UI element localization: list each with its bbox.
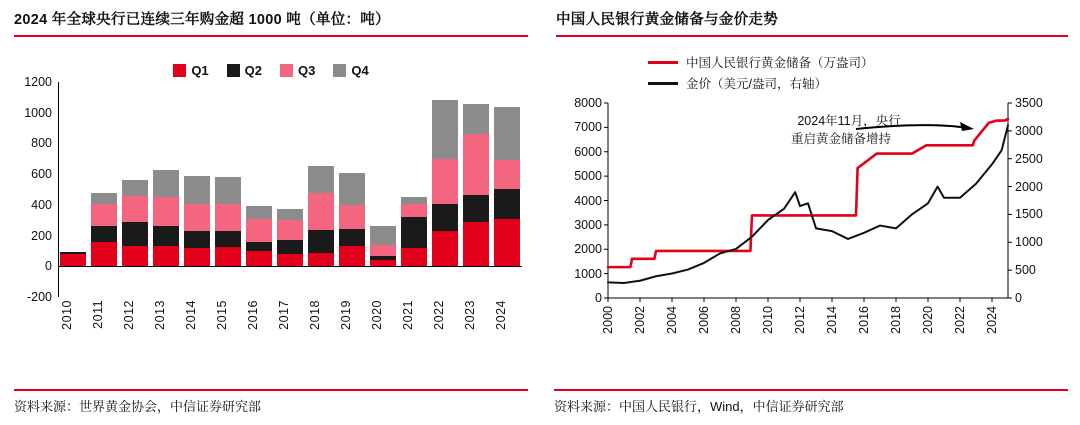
legend-swatch-q2	[227, 64, 240, 77]
bar-segment-q4	[184, 176, 210, 204]
bar-segment-q2	[184, 231, 210, 248]
bar-segment-q2	[463, 195, 489, 222]
left-source-divider	[14, 389, 528, 391]
right-y-right-tick: 1500	[1015, 207, 1043, 222]
left-x-tick: 2022	[432, 300, 446, 330]
legend-label-q1: Q1	[191, 63, 209, 78]
bar-segment-q2	[153, 226, 179, 246]
bar-segment-q1	[463, 222, 489, 267]
right-x-tick: 2020	[921, 306, 935, 334]
bar-column	[153, 82, 179, 297]
right-y-right-tick: 500	[1015, 263, 1036, 278]
bar-segment-q3	[370, 245, 396, 257]
right-x-tick: 2012	[793, 306, 807, 334]
right-y-right-tick: 0	[1015, 291, 1022, 305]
left-y-tick: 400	[31, 197, 52, 212]
bar-segment-q2	[277, 240, 303, 254]
legend-line-reserve	[648, 61, 678, 64]
bar-segment-q2	[308, 230, 334, 253]
left-x-tick: 2019	[339, 300, 353, 330]
bar-segment-q1	[246, 251, 272, 266]
left-x-tick: 2020	[370, 300, 384, 330]
right-y-right-tick: 2500	[1015, 151, 1043, 166]
bar-segment-q4	[215, 177, 241, 204]
legend-item-q3	[280, 63, 315, 78]
left-chart-legend	[14, 63, 528, 78]
legend-item-q4	[333, 63, 368, 78]
right-y-left-tick: 8000	[574, 96, 602, 110]
bar-segment-q3	[494, 160, 520, 189]
bar-column	[401, 82, 427, 297]
bar-column	[60, 82, 86, 297]
legend-swatch-q1	[173, 64, 186, 77]
right-y-right-tick: 2000	[1015, 179, 1043, 194]
right-y-left-tick: 7000	[574, 120, 602, 135]
right-chart-panel	[540, 0, 1080, 425]
right-x-tick: 2004	[665, 306, 679, 334]
bar-segment-q4	[91, 193, 117, 205]
bar-segment-q2	[215, 231, 241, 247]
right-chart-title: 中国人民银行黄金储备与金价走势	[556, 12, 778, 28]
bar-column	[339, 82, 365, 297]
annotation-line-1: 2024年11月，央行	[797, 114, 901, 128]
right-y-left-tick: 1000	[574, 266, 602, 281]
bar-segment-q4	[153, 170, 179, 198]
left-y-tick: 1200	[24, 75, 52, 89]
bar-segment-q4	[432, 100, 458, 158]
left-y-tick: 0	[45, 259, 52, 274]
bar-column	[246, 82, 272, 297]
bar-segment-q3	[246, 219, 272, 241]
bar-segment-q1	[370, 260, 396, 266]
bar-segment-q3	[463, 134, 489, 195]
bar-segment-q1	[401, 248, 427, 266]
bar-segment-q4	[463, 104, 489, 134]
bar-column	[277, 82, 303, 297]
right-x-tick: 2018	[889, 306, 903, 334]
bar-segment-q3	[432, 159, 458, 204]
bar-segment-q3	[184, 204, 210, 231]
right-x-tick: 2002	[633, 306, 647, 334]
legend-label-price: 金价（美元/盎司，右轴）	[686, 77, 827, 91]
bar-segment-q2	[246, 242, 272, 251]
bar-segment-q1	[184, 248, 210, 266]
left-bars-group	[60, 82, 520, 297]
bar-segment-q4	[246, 206, 272, 220]
left-x-tick: 2010	[60, 300, 74, 330]
bar-segment-q1	[91, 242, 117, 266]
left-source-note: 资料来源：世界黄金协会，中信证券研究部	[14, 399, 262, 414]
right-x-tick: 2000	[601, 306, 615, 334]
right-x-tick: 2016	[857, 306, 871, 334]
bar-segment-q4	[308, 166, 334, 193]
bar-column	[91, 82, 117, 297]
legend-swatch-q3	[280, 64, 293, 77]
left-x-tick: 2024	[494, 300, 508, 330]
left-y-tick: -200	[26, 290, 52, 304]
bar-segment-q1	[153, 246, 179, 266]
right-source-note: 资料来源：中国人民银行，Wind，中信证券研究部	[554, 399, 844, 414]
bar-segment-q1	[122, 246, 148, 266]
annotation-arrowhead	[960, 122, 974, 131]
left-x-tick: 2012	[122, 300, 136, 330]
left-title-divider	[14, 35, 528, 37]
left-x-tick: 2013	[153, 300, 167, 330]
right-y-left-tick: 3000	[574, 217, 602, 232]
right-y-left-tick: 5000	[574, 169, 602, 184]
legend-label-q3: Q3	[298, 63, 316, 78]
left-x-axis-labels	[60, 300, 520, 330]
left-x-tick: 2014	[184, 300, 198, 330]
right-x-tick: 2024	[985, 306, 999, 334]
bar-segment-q2	[91, 226, 117, 243]
left-x-tick: 2018	[308, 300, 322, 330]
bar-segment-q2	[432, 204, 458, 231]
bar-segment-q2	[370, 256, 396, 260]
right-source-divider	[554, 389, 1068, 391]
right-title-divider	[556, 35, 1068, 37]
legend-label-q4: Q4	[351, 63, 369, 78]
bar-segment-q4	[122, 180, 148, 196]
bar-segment-q3	[401, 204, 427, 217]
bar-segment-q3	[308, 193, 334, 231]
left-x-tick: 2011	[91, 300, 105, 329]
bar-segment-q4	[339, 173, 365, 204]
right-y-left-tick: 6000	[574, 144, 602, 159]
right-x-tick: 2014	[825, 306, 839, 334]
legend-label-reserve: 中国人民银行黄金储备（万盎司）	[686, 56, 874, 70]
legend-item-q2	[227, 63, 262, 78]
bar-column	[308, 82, 334, 297]
right-x-tick: 2022	[953, 306, 967, 334]
left-x-tick: 2016	[246, 300, 260, 330]
left-x-tick: 2023	[463, 300, 477, 330]
left-y-axis-line	[58, 82, 59, 297]
right-y-right-tick: 1000	[1015, 235, 1043, 250]
bar-segment-q2	[122, 222, 148, 247]
left-x-tick: 2015	[215, 300, 229, 330]
bar-segment-q1	[277, 254, 303, 266]
legend-line-price	[648, 82, 678, 85]
left-x-tick: 2021	[401, 300, 415, 330]
right-y-right-tick: 3000	[1015, 123, 1043, 138]
bar-segment-q3	[277, 220, 303, 240]
bar-segment-q4	[370, 226, 396, 245]
bar-segment-q3	[91, 204, 117, 226]
gold-price-line	[608, 125, 1008, 283]
bar-column	[215, 82, 241, 297]
bar-segment-q4	[494, 107, 520, 160]
legend-item-price	[648, 74, 1068, 92]
bar-segment-q3	[339, 205, 365, 230]
bar-segment-q1	[215, 247, 241, 266]
bar-segment-q1	[432, 231, 458, 266]
right-x-tick: 2010	[761, 306, 775, 334]
legend-label-q2: Q2	[244, 63, 262, 78]
bar-segment-q2	[339, 229, 365, 246]
left-y-axis	[14, 75, 58, 304]
bar-segment-q2	[401, 217, 427, 248]
bar-segment-q1	[494, 219, 520, 267]
right-line-chart	[556, 95, 1056, 345]
left-y-tick: 1000	[24, 105, 52, 120]
right-y-right-tick: 3500	[1015, 96, 1043, 110]
bar-column	[432, 82, 458, 297]
bar-segment-q3	[122, 196, 148, 222]
right-x-tick: 2008	[729, 306, 743, 334]
right-y-left-tick: 0	[595, 291, 602, 305]
right-chart-legend	[648, 53, 1068, 92]
bar-segment-q4	[277, 209, 303, 221]
bar-column	[370, 82, 396, 297]
legend-swatch-q4	[333, 64, 346, 77]
legend-item-q1	[173, 63, 208, 78]
bar-segment-q4	[401, 197, 427, 204]
left-y-tick: 600	[31, 167, 52, 182]
bar-column	[494, 82, 520, 297]
left-x-tick: 2017	[277, 300, 291, 330]
bar-segment-q3	[153, 197, 179, 226]
bar-segment-q2	[60, 252, 86, 254]
right-y-left-tick: 2000	[574, 242, 602, 257]
bar-column	[122, 82, 148, 297]
right-x-tick: 2006	[697, 306, 711, 334]
bar-segment-q1	[60, 254, 86, 266]
left-bar-chart	[14, 75, 526, 332]
legend-item-reserve	[648, 53, 1068, 71]
bar-column	[184, 82, 210, 297]
left-chart-title: 2024 年全球央行已连续三年购金超 1000 吨（单位：吨）	[14, 12, 390, 28]
left-y-tick: 200	[31, 228, 52, 243]
annotation-line-2: 重启黄金储备增持	[790, 132, 891, 146]
right-y-left-tick: 4000	[574, 193, 602, 208]
bar-segment-q1	[339, 246, 365, 266]
left-y-tick: 800	[31, 136, 52, 151]
bar-column	[463, 82, 489, 297]
bar-segment-q1	[308, 253, 334, 266]
bar-segment-q2	[494, 189, 520, 219]
bar-segment-q3	[215, 204, 241, 231]
